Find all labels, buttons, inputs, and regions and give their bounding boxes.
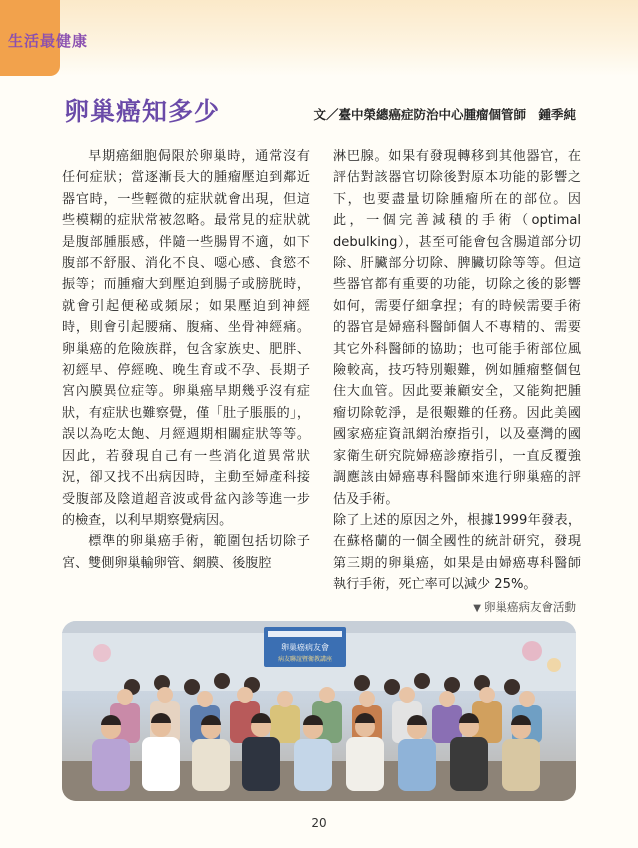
page-number: 20 (311, 816, 327, 830)
paragraph: 早期癌細胞侷限於卵巢時，通常沒有任何症狀；當逐漸長大的腫瘤壓迫到鄰近器官時，一些輕微的症狀就會出現，但這些模糊的症狀常被忽略。最常見的症狀就是腹部腫脹感，伴隨一些腸胃不適，如下腹部不舒服、消化不良、噁心感、食慾不振等；而腫瘤大到壓迫到腸子或膀胱時，就會引起便秘或頻尿；如果壓迫到神經時，則會引起腰痛、腹痛、坐骨神經痛。卵巢癌的危險族群，包含家族史、肥胖、初經早、停經晚、晚生育或不孕、長期子宮內膜異位症等。卵巢癌早期幾乎沒有症狀，有症狀也難察覺，僅「肚子脹脹的」，誤以為吃太飽、月經週期相關症狀等等。因此，若發現自己有一些消化道異常狀況，卻又找不出病因時，主動至婦產科接受腹部及陰道超音波或骨盆內診等進一步的檢查，以利早期察覺病因。 (62, 149, 310, 528)
group-photo-illustration (62, 621, 576, 801)
banner-text-2: 病友聯誼暨衛教講座 (277, 656, 333, 663)
article-byline: 文／臺中榮總癌症防治中心腫瘤個管師 鍾季純 (313, 107, 576, 122)
caption-text: 卵巢癌病友會活動 (484, 600, 576, 614)
text-column-right (333, 146, 581, 596)
banner-text-1: 卵巢癌病友會 (281, 643, 329, 652)
event-photo (62, 621, 576, 801)
paragraph: 標準的卵巢癌手術，範圍包括切除子宮、雙側卵巢輸卵管、網膜、後腹腔 (62, 534, 310, 571)
section-label: 生活最健康 (8, 32, 89, 50)
paragraph: 除了上述的原因之外，根據1999年發表，在蘇格蘭的一個全國性的統計研究，發現第三期的卵巢癌，如果是由婦癌專科醫師執行手術，死亡率可以減少 25%。 (333, 512, 581, 593)
text-column-left (62, 146, 310, 574)
header-band (0, 0, 638, 76)
triangle-down-icon: ▼ (473, 603, 481, 614)
article-title: 卵巢癌知多少 (64, 97, 221, 126)
photo-caption (473, 599, 576, 615)
paragraph: 淋巴腺。如果有發現轉移到其他器官，在評估對該器官切除後對原本功能的影響之下，也要盡量切除腫瘤所在的部位。因此，一個完善減積的手術（optimal debulking），甚至可能會包含腸道部分切除、肝臟部分切除、脾臟切除等等。但這些器官都有重要的功能，切除之後的影響如何，需要仔細拿捏；有的時候需要手術的器官是婦癌科醫師個人不專精的、需要其它外科醫師的協助；也可能手術部位風險較高，技巧特別艱難，例如腫瘤整個包住大血管。因此要兼顧安全，又能夠把腫瘤切除乾淨，是很艱難的任務。因此美國國家癌症資訊網治療指引，以及臺灣的國家衛生研究院婦癌診療指引，一直反覆強調應該由婦癌專科醫師來進行卵巢癌的評估及手術。 (333, 149, 581, 507)
